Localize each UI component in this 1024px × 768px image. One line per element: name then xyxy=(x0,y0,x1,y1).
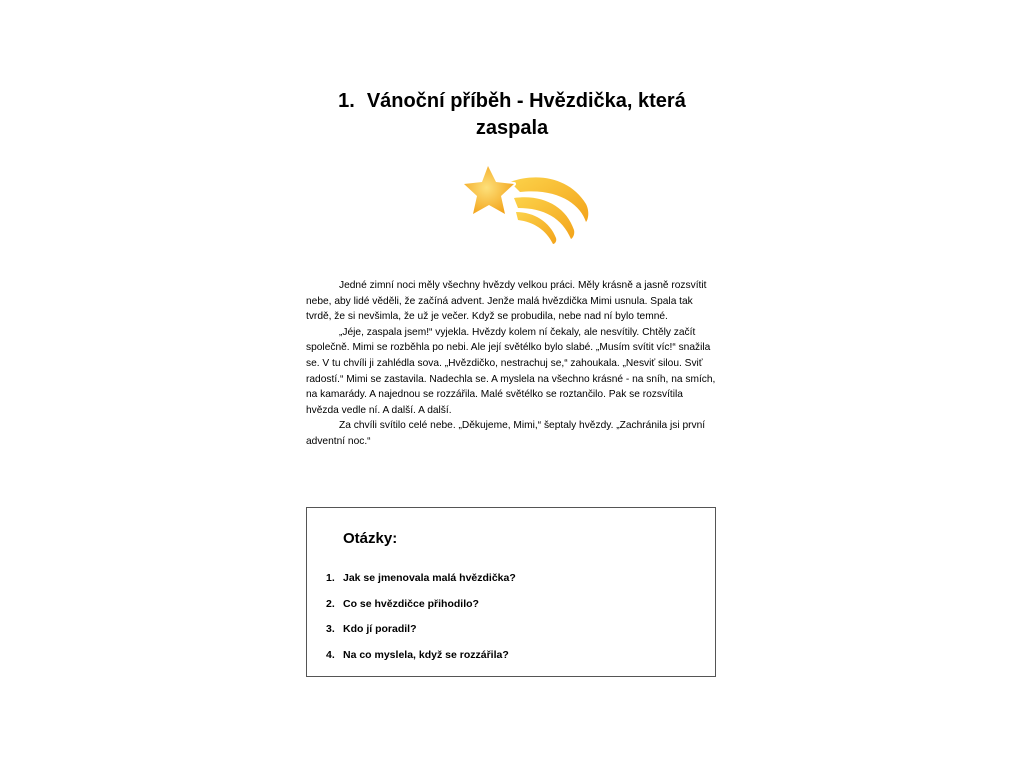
story-paragraph: „Jéje, zaspala jsem!“ vyjekla. Hvězdy kolem ní čekaly, ale nesvítily. Chtěly začít společně. Mimi se rozběhla po nebi. Ale její světélko bylo slabé. „Musím svítit víc!“ snažila se. V tu chvíli ji zahlédla sova. „Hvězdičko, nestrachuj se,“ zahoukala. „Nesviť silou. Sviť radostí.“ Mimi se zastavila. Nadechla se. A myslela na všechno krásné - na sníh, na smích, na kamarády. A najednou se rozzářila. Malé světélko se roztančilo. Pak se rozsvítila hvězda vedle ní. A další. A další. xyxy=(306,326,716,416)
question-number: 2. xyxy=(326,597,335,610)
page-title xyxy=(306,88,718,142)
question-text: Jak se jmenovala malá hvězdička? xyxy=(343,572,516,584)
title-text: Vánoční příběh - Hvězdička, která zaspala xyxy=(366,90,686,139)
shooting-star-icon xyxy=(458,160,598,246)
question-number: 3. xyxy=(326,623,335,635)
question-text: Kdo jí poradil? xyxy=(343,623,417,635)
story-text xyxy=(306,278,718,450)
story-paragraph: Za chvíli svítilo celé nebe. „Děkujeme, Mimi,“ šeptaly hvězdy. „Zachránila jsi první adventní noc.“ xyxy=(306,420,706,447)
question-number: 1. xyxy=(326,572,335,584)
title-number: 1. xyxy=(338,90,355,112)
question-item xyxy=(326,572,516,598)
question-item xyxy=(326,623,516,649)
questions-box xyxy=(306,507,716,677)
question-item xyxy=(326,598,516,624)
question-text: Co se hvězdičce přihodilo? xyxy=(343,597,479,610)
question-item xyxy=(326,649,516,675)
questions-list xyxy=(326,572,516,674)
question-text: Na co myslela, když se rozzářila? xyxy=(343,648,509,661)
story-paragraph: Jedné zimní noci měly všechny hvězdy velkou práci. Měly krásně a jasně rozsvítit nebe, aby lidé věděli, že začíná advent. Jenže malá hvězdička Mimi usnula. Spala tak tvrdě, že si nevšimla, že už je večer. Když se probudila, nebe nad ní bylo temné. xyxy=(306,280,707,323)
question-number: 4. xyxy=(326,648,335,661)
questions-heading: Otázky: xyxy=(343,530,398,547)
